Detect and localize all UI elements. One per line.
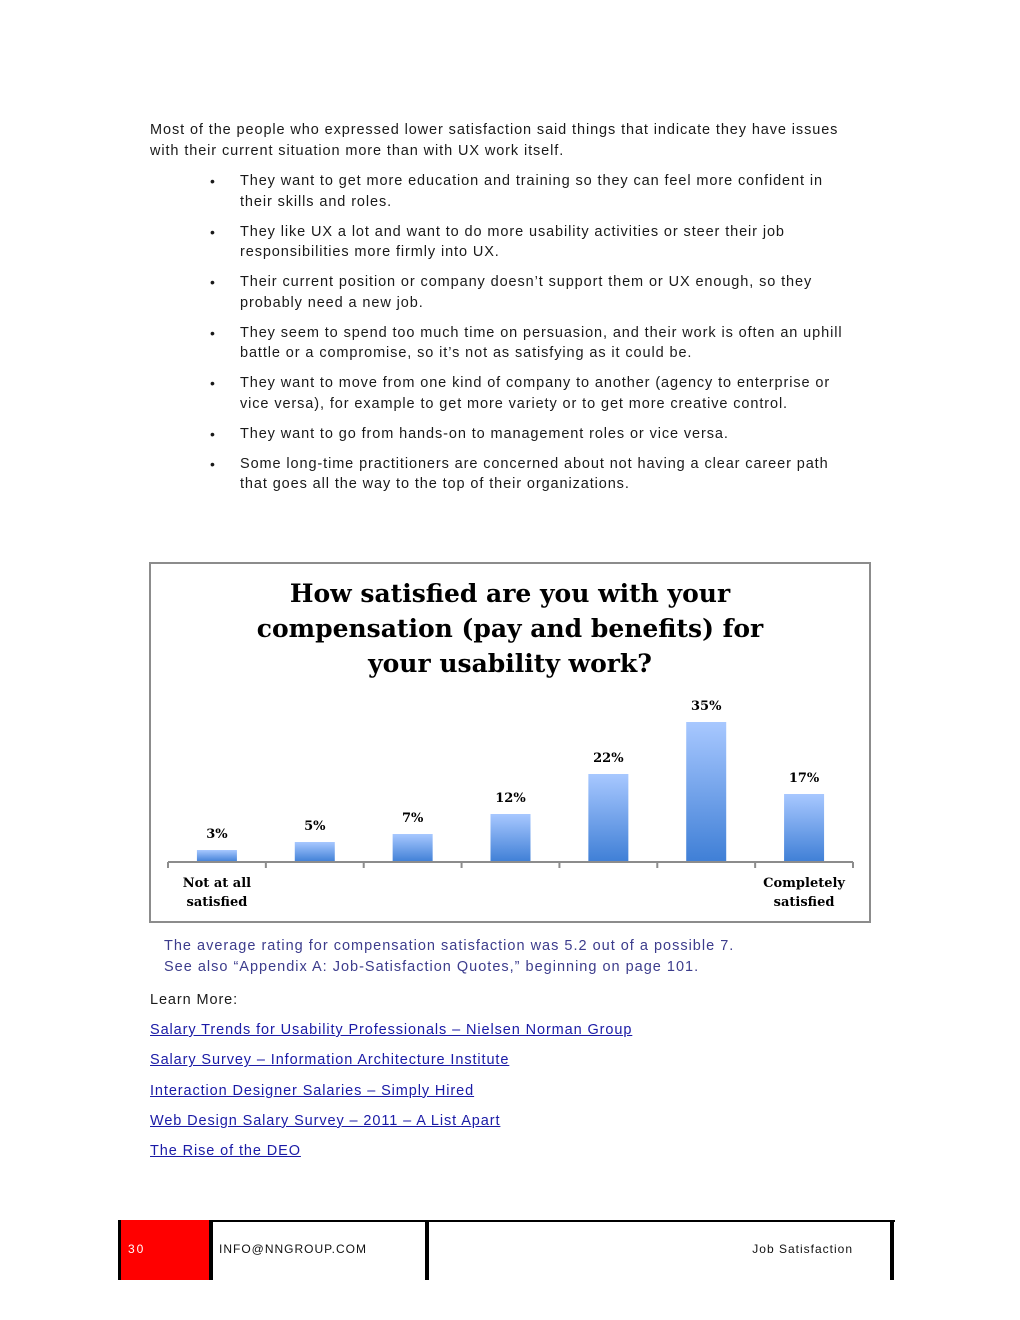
list-item (150, 323, 850, 364)
list-item-text: They seem to spend too much time on persuasion, and their work is often an uphill battle or a compromise, so it’s not as satisfying as it could be. (240, 324, 843, 361)
chart-bar (784, 794, 824, 862)
bullet-icon: • (210, 223, 216, 240)
chart-bar (686, 722, 726, 862)
footer-divider (890, 1220, 894, 1280)
chart-bar (197, 850, 237, 862)
list-item-text: Some long-time practitioners are concerned about not having a clear career path that goes all the way to the top of their organizations. (240, 455, 829, 492)
bullet-icon: • (210, 425, 216, 442)
reasons-list (150, 171, 850, 504)
chart-title-line: compensation (pay and benefits) for (256, 614, 764, 643)
learn-more-heading: Learn More: (150, 992, 239, 1008)
footer-divider (118, 1220, 121, 1280)
list-item (150, 373, 850, 414)
learn-more-links (150, 1020, 632, 1171)
link-rise-of-deo[interactable]: The Rise of the DEO (150, 1143, 301, 1160)
bar-value-label: 22% (593, 751, 624, 766)
x-axis-label-right: Completely (763, 876, 845, 891)
x-axis-label-left: satisfied (186, 895, 248, 910)
bar-value-label: 3% (206, 827, 228, 842)
caption-line: See also “Appendix A: Job-Satisfaction Quotes,” beginning on page 101. (164, 958, 700, 975)
list-item (150, 272, 850, 313)
bullet-icon: • (210, 455, 216, 472)
chart-title-line: How satisfied are you with your (289, 579, 731, 608)
list-item-text: They want to get more education and training so they can feel more confident in their skills and roles. (240, 173, 823, 210)
link-salary-survey-iai[interactable]: Salary Survey – Information Architecture Institute (150, 1052, 510, 1069)
footer-email: INFO@NNGROUP.COM (219, 1242, 367, 1256)
chart-bar (393, 834, 433, 862)
list-item (150, 171, 850, 212)
list-item-text: Their current position or company doesn’t support them or UX enough, so they probably need a new job. (240, 274, 813, 311)
bullet-icon: • (210, 173, 216, 189)
bar-chart-plot (151, 564, 869, 921)
bullet-icon: • (210, 375, 216, 391)
bar-value-label: 12% (495, 791, 526, 806)
bar-value-label: 35% (690, 699, 722, 714)
bar-value-label: 5% (304, 819, 326, 834)
compensation-chart (149, 562, 871, 923)
chart-bar (295, 842, 335, 862)
footer-divider (209, 1220, 213, 1280)
list-item-text: They want to go from hands-on to management roles or vice versa. (240, 425, 729, 442)
x-axis-label-right: satisfied (773, 895, 835, 910)
x-axis-label-left: Not at all (182, 876, 252, 891)
link-web-design-salary-survey[interactable]: Web Design Salary Survey – 2011 – A List Apart (150, 1112, 501, 1129)
bar-value-label: 17% (788, 771, 820, 786)
page-footer (118, 1220, 895, 1280)
bar-value-label: 7% (401, 811, 424, 826)
chart-title-line: your usability work? (368, 649, 652, 678)
link-interaction-designer-salaries[interactable]: Interaction Designer Salaries – Simply Hired (150, 1082, 475, 1099)
footer-divider (425, 1220, 429, 1280)
chart-caption (164, 936, 864, 977)
intro-paragraph: Most of the people who expressed lower satisfaction said things that indicate they have issues with their current situation more than with UX work itself. (150, 122, 839, 159)
bullet-icon: • (210, 274, 216, 290)
page-number: 30 (128, 1242, 146, 1256)
chart-bar (491, 814, 531, 862)
link-salary-trends[interactable]: Salary Trends for Usability Professionals – Nielsen Norman Group (150, 1022, 633, 1038)
list-item-text: They like UX a lot and want to do more usability activities or steer their job responsibilities more firmly into UX. (240, 223, 785, 260)
list-item (150, 454, 850, 495)
list-item (150, 222, 850, 263)
footer-section-title: Job Satisfaction (752, 1242, 853, 1256)
bullet-icon: • (210, 324, 216, 341)
caption-line: The average rating for compensation satisfaction was 5.2 out of a possible 7. (164, 938, 735, 954)
footer-rule (118, 1220, 895, 1222)
chart-bar (588, 774, 628, 862)
list-item (150, 424, 850, 445)
list-item-text: They want to move from one kind of company to another (agency to enterprise or vice versa), for example to get more variety or to get more creative control. (240, 375, 831, 412)
